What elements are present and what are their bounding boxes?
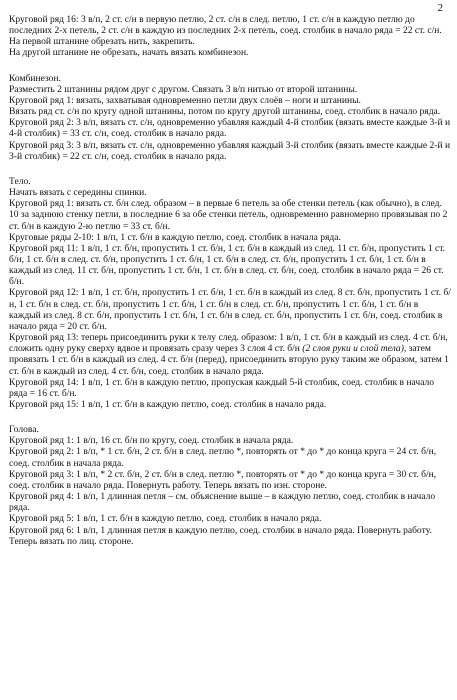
paragraph: Круговой ряд 1: 1 в/п, 16 ст. б/н по кругу, соед. столбик в начала ряда. — [9, 435, 294, 447]
paragraph: Круговой ряд 12: 1 в/п, 1 ст. б/н, пропустить 1 ст. б/н, 1 ст. б/н в каждый из след. 8 ст. б/н, пропустить 1 ст. б/н, 1 ст. б/н в след. ст. б/н, пропустить 1 ст. б/н, 1 ст. б/н в след. ст. б/н, пропустить 1 ст. б/н, 1 ст. б/н в каждый из след. 8 ст. б/н, пропустить 1 ст. б/н, 1 ст. б/н в след. ст. б/н, пропустить 1 ст. б/н, соед. столбик в начало ряда = 20 ст. б/н. — [9, 287, 451, 332]
section-heading: Тело. — [9, 175, 31, 187]
combinezon-section — [9, 73, 451, 162]
paragraph: Круговой ряд 4: 1 в/п, 1 длинная петля – см. объяснение выше – в каждую петлю, соед. столбик в начало ряда. — [9, 491, 436, 514]
row-13-text-a: Круговой ряд 13: теперь присоединить руки к телу след. образом: 1 в/п, 1 ст. б/н в каждый из след. 4 ст. б/н, сложить одну руку сверху вдвое и провязать сразу через 3 слоя 4 ст. б/н — [9, 332, 448, 355]
body-section — [9, 176, 451, 410]
paragraph: Круговой ряд 6: 1 в/п, 1 длинная петля в каждую петлю, соед. столбик в начало ряда. Повернуть работу. Теперь вязать по лиц. стороне. — [9, 524, 432, 547]
paragraph: Круговой ряд 2: 3 в/п, вязать ст. с/н, одновременно убавляя каждый 4-й столбик (вязать вместе каждые 3-й и 4-й столбик) = 33 ст. с/н, соед. столбик в начало ряда. — [9, 117, 451, 140]
paragraph: Круговой ряд 11: 1 в/п, 1 ст. б/н, пропустить 1 ст. б/н, 1 ст. б/н в каждый из след. 11 ст. б/н, пропустить 1 ст. б/н, 1 ст. б/н в след. ст. б/н, пропустить 1 ст. б/н, 1 ст. б/н в след. ст. б/н, пропустить 1 ст. б/н, 1 ст. б/н в каждый из след. 11 ст. б/н, пропустить 1 ст. б/н, 1 ст. б/н в след. ст. б/н, соед. столбик в начало ряда = 26 ст. б/н. — [9, 242, 446, 288]
paragraph: Круговой ряд 1: вязать, захватывая одновременно петли двух слоёв – ноги и штанины. — [9, 94, 361, 106]
paragraph: Вязать ряд ст. с/н по кругу одной штанины, потом по кругу другой штанины, соед. столбик в начало ряда. — [9, 106, 441, 118]
section-heading: Голова. — [9, 424, 39, 436]
paragraph: Круговой ряд 2: 1 в/п, * 1 ст. б/н, 2 ст. б/н в след. петлю *, повторять от * до * до конца круга = 24 ст. б/н, соед. столбик в начала ряда. — [9, 446, 437, 469]
paragraph: Круговой ряд 14: 1 в/п, 1 ст. б/н в каждую петлю, пропуская каждый 5-й столбик, соед. столбик в начало ряда = 16 ст. б/н. — [9, 376, 435, 399]
paragraph: Начать вязать с середины спинки. — [9, 187, 147, 199]
row-13-text-b: , затем провязать 1 ст. б/н в каждый из след. 4 ст. б/н (перед), присоединить вторую руку таким же образом, затем 1 ст. б/н в каждый из след. 4 ст. б/н, соед. столбик в начало ряда. — [9, 343, 449, 377]
legs-end-section — [9, 14, 451, 59]
paragraph: Круговой ряд 16: 3 в/п, 2 ст. с/н в первую петлю, 2 ст. с/н в след. петлю, 1 ст. с/н в каждую петлю до последних 2-х петель, 2 ст. с/н в каждую из последних 2-х петель, соед. столбик в начало ряда = 22 ст. с/н. — [9, 14, 442, 37]
paragraph: Круговой ряд 3: 3 в/п, вязать ст. с/н, одновременно убавляя каждый 3-й столбик (вязать вместе каждые 2-й и 3-й столбик) = 22 ст. с/н, соед. столбик в начало ряда. — [9, 139, 451, 162]
paragraph: Круговой ряд 5: 1 в/п, 1 ст. б/н в каждую петлю, соед. столбик в начало ряда. — [9, 513, 322, 525]
paragraph: Круговой ряд 3: 1 в/п, * 2 ст. б/н, 2 ст. б/н в след. петлю *, повторять от * до * до конца круга = 30 ст. б/н, соед. столбик в начало ряда. Повернуть работу. Теперь вязать по изн. стороне. — [9, 468, 437, 491]
paragraph: Разместить 2 штанины рядом друг с другом. Связать 3 в/п нитью от второй штанины. — [9, 83, 358, 95]
section-heading: Комбинезон. — [9, 72, 61, 84]
row-13-italic-note: (2 слоя руки и слой тела) — [302, 343, 404, 355]
paragraph: Круговой ряд 15: 1 в/п, 1 ст. б/н в каждую петлю, соед. столбик в начало ряда. — [9, 399, 327, 410]
page-number: 2 — [437, 2, 443, 14]
paragraph: На другой штанине не обрезать, начать вязать комбинезон. — [9, 47, 249, 59]
head-section — [9, 424, 451, 547]
paragraph: Круговой ряд 1: вязать ст. б/н след. образом – в первые 6 петель за обе стенки петель (как обычно), в след. 10 за заднюю стенку петли, в последние 6 за обе стенки петель, одновременно равномерно провязывая по 2 ст. б/н в каждую 2-ю петлю = 33 ст. б/н. — [9, 198, 448, 232]
paragraph: На первой штанине обрезать нить, закрепить. — [9, 36, 195, 48]
document-body — [9, 14, 451, 547]
paragraph: Круговые ряды 2-10: 1 в/п, 1 ст. б/н в каждую петлю, соед. столбик в начала ряда. — [9, 231, 341, 243]
paragraph-row-13 — [9, 332, 451, 377]
